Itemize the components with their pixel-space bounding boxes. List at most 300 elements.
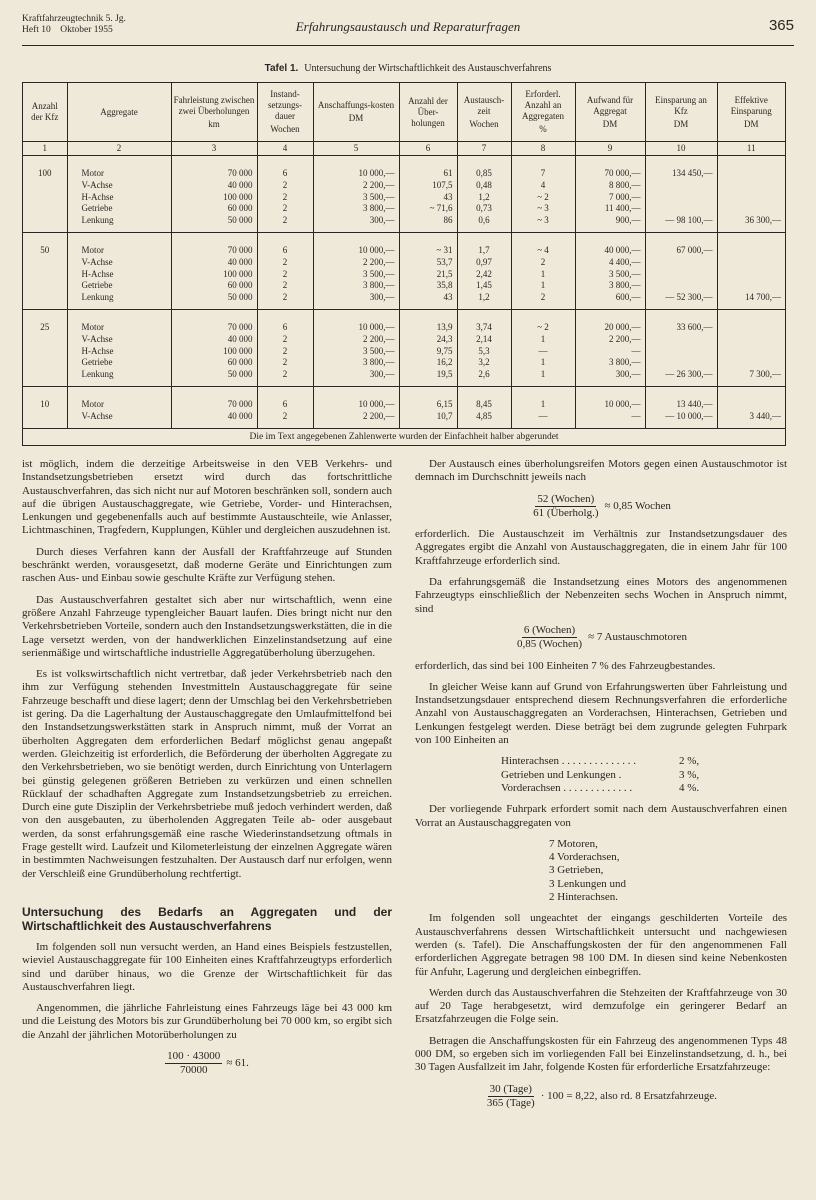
table-row: [23, 232, 785, 256]
paragraph: erforderlich, das sind bei 100 Einheiten 7 % des Fahrzeugbestandes.: [415, 659, 716, 672]
table-row: [23, 269, 785, 281]
column-header-unit: Wochen: [270, 124, 300, 134]
table-cell: 1,2: [457, 292, 511, 309]
table-cell: 10 000,—: [575, 386, 645, 410]
table-cell: 3 500,—: [575, 269, 645, 281]
table-caption: [0, 63, 816, 74]
table-cell: —: [511, 411, 575, 428]
table-cell: 3 500,—: [313, 269, 399, 281]
table-cell: 3 500,—: [313, 346, 399, 358]
table-cell: 3 440,—: [717, 411, 785, 428]
table-cell: 100 000: [171, 269, 257, 281]
paragraph: Im folgenden soll nun versucht werden, an Hand eines Beispiels festzustellen, wieviel Austauschaggregate für 100 Einheiten eines Kraftfahrzeugtyps erforderlich sind und darüber hinaus, wo die Grenze der Wirtschaftlichkeit für das Austauschverfahren liegt.: [22, 940, 392, 993]
kfz-count: [23, 346, 67, 358]
stock-item: 3 Lenkungen und: [549, 877, 626, 890]
right-column: [415, 458, 787, 1118]
table-row: [23, 192, 785, 204]
table-cell: ~ 4: [511, 232, 575, 256]
table-cell: 300,—: [575, 369, 645, 386]
table-cell: ~ 2: [511, 192, 575, 204]
table-row: [23, 257, 785, 269]
table-cell: Motor: [67, 386, 171, 410]
column-header-unit: %: [539, 124, 547, 134]
table-cell: 40 000: [171, 334, 257, 346]
table-row: [23, 369, 785, 386]
formula-replacement-vehicles: [415, 1083, 787, 1111]
paragraph: Da erfahrungsgemäß die Instandsetzung eines Motors des angenommenen Fahrzeugtyps einschließlich der Nebenzeiten sechs Wochen in Anspruch nimmt, sind: [415, 576, 787, 615]
formula-overhauls: [22, 1050, 392, 1078]
stock-list: [415, 838, 787, 904]
table-cell: 70 000: [171, 156, 257, 180]
column-header: [457, 83, 511, 142]
table-cell: 33 600,—: [645, 309, 717, 333]
table-cell: [717, 309, 785, 333]
table-cell: 2,6: [457, 369, 511, 386]
table-cell: Getriebe: [67, 357, 171, 369]
formula-denominator: 61 (Überholg.): [533, 506, 599, 519]
table-cell: [717, 192, 785, 204]
table-footnote-row: [23, 428, 785, 445]
table-cell: 3 800,—: [313, 203, 399, 215]
kfz-count: [23, 215, 67, 232]
column-header-label: Fahrleistung zwischen zwei Überholungen: [173, 94, 255, 116]
column-header-unit: DM: [743, 118, 759, 129]
table-cell: 1: [511, 334, 575, 346]
percentage-item: [415, 769, 787, 782]
table-cell: 6: [257, 232, 313, 256]
stock-item: 7 Motoren,: [549, 837, 598, 850]
table-cell: 50 000: [171, 292, 257, 309]
table-cell: 2 200,—: [313, 257, 399, 269]
data-table: [22, 82, 786, 446]
kfz-count: [23, 269, 67, 281]
column-header: [257, 83, 313, 142]
table-cell: 10 000,—: [313, 386, 399, 410]
column-header-unit: Wochen: [469, 118, 499, 129]
table-row: [23, 386, 785, 410]
table-cell: 2: [257, 369, 313, 386]
table-cell: 2: [257, 269, 313, 281]
table-row: [23, 411, 785, 428]
table-cell: [645, 346, 717, 358]
stock-item: 3 Getrieben,: [549, 864, 604, 877]
kfz-count: [23, 180, 67, 192]
table-cell: 14 700,—: [717, 292, 785, 309]
table-cell: ~ 31: [399, 232, 457, 256]
header-rule: [22, 45, 794, 46]
table-cell: 4 400,—: [575, 257, 645, 269]
table-cell: 1,45: [457, 280, 511, 292]
kfz-count: [23, 334, 67, 346]
column-header: [399, 83, 457, 142]
stock-item: 4 Vorderachsen,: [549, 851, 620, 864]
table-cell: H-Achse: [67, 346, 171, 358]
table-cell: 50 000: [171, 215, 257, 232]
column-number: 3: [171, 142, 257, 156]
table-cell: 3 500,—: [313, 192, 399, 204]
kfz-count: 50: [23, 232, 67, 256]
table-cell: [717, 280, 785, 292]
table-cell: 11 400,—: [575, 203, 645, 215]
table-cell: ~ 3: [511, 203, 575, 215]
kfz-count: [23, 257, 67, 269]
table-cell: [645, 334, 717, 346]
kfz-count: [23, 203, 67, 215]
table-cell: [717, 232, 785, 256]
table-cell: 4,85: [457, 411, 511, 428]
kfz-count: [23, 411, 67, 428]
table-cell: 3,2: [457, 357, 511, 369]
table-cell: 43: [399, 192, 457, 204]
table-cell: 2: [511, 292, 575, 309]
paragraph: In gleicher Weise kann auf Grund von Erfahrungswerten über Fahrleistung und Instandsetzungsdauer entsprechend diesem Rechnungsverfahren die erforderliche Anzahl von Austauschaggregaten an Vorderachsen, Hinterachsen, Getrieben und Lenkungen festgelegt werden. Diese beträgt bei dem zugrunde gelegten Fuhrpark von 100 Einheiten an: [415, 680, 787, 747]
table-cell: [645, 257, 717, 269]
table-cell: ~ 3: [511, 215, 575, 232]
left-column: [22, 458, 392, 1086]
table-cell: 10 000,—: [313, 232, 399, 256]
table-cell: V-Achse: [67, 334, 171, 346]
table-cell: 2: [257, 180, 313, 192]
table-cell: Lenkung: [67, 369, 171, 386]
kfz-count: [23, 192, 67, 204]
table-cell: —: [575, 346, 645, 358]
percentage-item: [415, 755, 787, 768]
table-cell: 9,75: [399, 346, 457, 358]
percentage-value: 4 %.: [679, 781, 700, 794]
table-row: [23, 156, 785, 180]
kfz-count: [23, 357, 67, 369]
percentage-label: Hinterachsen . . . . . . . . . . . . . .: [501, 755, 637, 768]
table-cell: 50 000: [171, 369, 257, 386]
table-row: [23, 292, 785, 309]
column-number: 1: [23, 142, 67, 156]
formula-numerator: 30 (Tage): [488, 1083, 534, 1097]
table-cell: 8,45: [457, 386, 511, 410]
table-cell: 300,—: [313, 215, 399, 232]
column-header-label: Anschaffungs-kosten: [317, 100, 395, 110]
table-row: [23, 334, 785, 346]
paragraph: Durch dieses Verfahren kann der Ausfall der Kraftfahrzeuge auf Stunden beschränkt werden, vorausgesetzt, daß moderne Geräte und Einrichtungen zum raschen Aus- und Einbau sowie geschulte Kräfte zur Verfügung stehen.: [22, 545, 392, 585]
kfz-count: 10: [23, 386, 67, 410]
column-header-unit: DM: [673, 118, 689, 129]
table-cell: 53,7: [399, 257, 457, 269]
table-cell: 6: [257, 156, 313, 180]
table-cell: Getriebe: [67, 280, 171, 292]
table-cell: 10,7: [399, 411, 457, 428]
kfz-count: 100: [23, 156, 67, 180]
table-cell: 900,—: [575, 215, 645, 232]
table-cell: [645, 357, 717, 369]
table-cell: —: [575, 411, 645, 428]
table-cell: [717, 386, 785, 410]
table-cell: 5,3: [457, 346, 511, 358]
table-cell: 300,—: [313, 292, 399, 309]
table-cell: 3,74: [457, 309, 511, 333]
column-header-label: Erforderl. Anzahl an Aggregaten: [522, 89, 564, 121]
table-row: [23, 357, 785, 369]
table-cell: 70 000: [171, 232, 257, 256]
column-header-label: Austausch-zeit: [463, 94, 505, 116]
table-cell: —: [511, 346, 575, 358]
percentage-item: [415, 782, 787, 795]
table-cell: 3 800,—: [575, 280, 645, 292]
table-cell: 0,48: [457, 180, 511, 192]
table-cell: 40 000: [171, 411, 257, 428]
table-cell: 86: [399, 215, 457, 232]
table-cell: V-Achse: [67, 411, 171, 428]
table-cell: 2: [257, 334, 313, 346]
table-cell: H-Achse: [67, 269, 171, 281]
paragraph: ist möglich, indem die derzeitige Arbeitsweise in den VEB Verkehrs- und Instandsetzungsbetrieben ersetzt wird durch das fortschrittliche Austauschverfahren, das sich nicht nur auf Motoren beschränken soll, sondern auch auf die übrigen Austauschaggregate, wie Getriebe, Vorder- und Hinterachsen, Lenkungen und gegebenenfalls auch auf bestimmte Austauschteile, wie Anlasser, Lichtmaschinen, Tragfedern, Kupplungen, Kühler und dergleichen auszudehnen ist.: [22, 458, 392, 537]
column-header: [23, 83, 67, 142]
table-cell: 7 300,—: [717, 369, 785, 386]
column-header-label: Aggregate: [100, 106, 138, 117]
table-cell: ~ 2: [511, 309, 575, 333]
percentage-value: 3 %,: [679, 768, 700, 781]
table-caption-text: Untersuchung der Wirtschaftlichkeit des Austauschverfahrens: [304, 63, 552, 74]
column-header: [313, 83, 399, 142]
formula-denominator: 70000: [179, 1064, 208, 1077]
formula-numerator: 52 (Wochen): [535, 493, 596, 507]
table-cell: 13 440,—: [645, 386, 717, 410]
table-cell: 6: [257, 309, 313, 333]
table-cell: 70 000: [171, 386, 257, 410]
table-cell: 3 800,—: [313, 357, 399, 369]
paragraph: Betragen die Anschaffungskosten für ein Fahrzeug des angenommenen Typs 48 000 DM, so ergeben sich im vorliegenden Fall bei Einzelinstandsetzung, d. h., bei 30 Tagen Ausfallzeit im Jahr, folgende Kosten für erforderliche Ersatzfahrzeuge:: [415, 1034, 787, 1074]
column-header-label: Einsparung an Kfz: [655, 94, 707, 116]
table-cell: 21,5: [399, 269, 457, 281]
formula-denominator: 0,85 (Wochen): [516, 638, 583, 651]
table-cell: 2: [257, 203, 313, 215]
table-cell: H-Achse: [67, 192, 171, 204]
table-cell: ~ 71,6: [399, 203, 457, 215]
table-cell: Motor: [67, 309, 171, 333]
table-cell: [645, 203, 717, 215]
column-header-label: Anzahl der Kfz: [31, 101, 59, 122]
table-cell: 2: [257, 292, 313, 309]
column-header-label: Aufwand für Aggregat: [586, 94, 634, 116]
table-cell: 1,2: [457, 192, 511, 204]
column-number: 11: [717, 142, 785, 156]
table-cell: 6,15: [399, 386, 457, 410]
column-header: [511, 83, 575, 142]
table-cell: 0,6: [457, 215, 511, 232]
table-row: [23, 180, 785, 192]
table-cell: 61: [399, 156, 457, 180]
table-caption-label: Tafel 1.: [264, 63, 299, 74]
column-header: [575, 83, 645, 142]
table-cell: 600,—: [575, 292, 645, 309]
paragraph: erforderlich. Die Austauschzeit im Verhältnis zur Instandsetzungsdauer des Aggregates ergibt die Anzahl von Austauschaggregaten, die in einem Jahr für 100 Kraftfahrzeuge erforderlich sind.: [415, 528, 787, 567]
table-cell: Motor: [67, 232, 171, 256]
table-cell: [645, 269, 717, 281]
table-row: [23, 215, 785, 232]
formula-numerator: 6 (Wochen): [522, 624, 577, 638]
table-cell: 0,73: [457, 203, 511, 215]
paragraph: Angenommen, die jährliche Fahrleistung eines Fahrzeugs läge bei 43 000 km und die Leistung des Motors bis zur Grundüberholung bei 70 000 km, so ergibt sich die Anzahl der jährlichen Motorüberholungen zu: [22, 1002, 392, 1041]
table-header-row: [23, 83, 785, 142]
formula-result: ≈ 0,85 Wochen: [604, 499, 671, 512]
table-cell: [645, 192, 717, 204]
table-cell: [717, 334, 785, 346]
table-cell: 0,85: [457, 156, 511, 180]
table-cell: [645, 180, 717, 192]
paragraph: Im folgenden soll ungeachtet der eingangs geschilderten Vorteile des Austauschverfahrens dessen Wirtschaftlichkeit untersucht und nachgewiesen werden (s. Tafel). Die Anschaffungskosten der für den angenommenen Fall erforderlichen Aggregate betragen 98 100 DM. In diesen sind keine Nebenkosten für Anfuhr, Lagerung und dergleichen einbegriffen.: [415, 912, 787, 978]
paragraph: Der Austausch eines überholungsreifen Motors gegen einen Austauschmotor ist demnach im Durchschnitt jeweils nach: [415, 458, 787, 484]
column-number: 10: [645, 142, 717, 156]
table-cell: 2 200,—: [575, 334, 645, 346]
column-header: [645, 83, 717, 142]
column-header-unit: km: [208, 118, 220, 129]
table-cell: 1: [511, 357, 575, 369]
table-cell: 300,—: [313, 369, 399, 386]
table-cell: [717, 346, 785, 358]
table-cell: 2: [257, 280, 313, 292]
table-cell: [717, 269, 785, 281]
table-cell: 134 450,—: [645, 156, 717, 180]
table-cell: 24,3: [399, 334, 457, 346]
table-row: [23, 346, 785, 358]
table-cell: 2 200,—: [313, 411, 399, 428]
table-cell: 2: [257, 192, 313, 204]
section-heading: Untersuchung des Bedarfs an Aggregaten und der Wirtschaftlichkeit des Austauschverfahrens: [22, 904, 392, 933]
table-cell: 13,9: [399, 309, 457, 333]
kfz-count: [23, 280, 67, 292]
table-cell: 3 800,—: [313, 280, 399, 292]
kfz-count: [23, 369, 67, 386]
table-cell: 10 000,—: [313, 309, 399, 333]
column-number: 2: [67, 142, 171, 156]
paragraph: Werden durch das Austauschverfahren die Stehzeiten der Kraftfahrzeuge von 30 auf 20 Tage herabgesetzt, wird demzufolge ein geringerer Bedarf an Ersatzfahrzeugen die Folge sein.: [415, 986, 787, 1026]
journal-line-2: Heft 10 Oktober 1955: [22, 25, 113, 35]
table-cell: 2: [257, 411, 313, 428]
column-number: 6: [399, 142, 457, 156]
table-cell: 7 000,—: [575, 192, 645, 204]
column-number: 5: [313, 142, 399, 156]
table-cell: [717, 156, 785, 180]
column-header-label: Anzahl der Über-holungen: [408, 95, 448, 128]
formula-exchange-motors: [415, 624, 787, 652]
table-cell: 60 000: [171, 203, 257, 215]
table-cell: Lenkung: [67, 215, 171, 232]
table-cell: 2,42: [457, 269, 511, 281]
kfz-count: 25: [23, 309, 67, 333]
table-cell: 2 200,—: [313, 334, 399, 346]
column-header-unit: DM: [602, 118, 618, 129]
table-cell: 2: [257, 357, 313, 369]
table-cell: 2: [257, 215, 313, 232]
table-cell: 7: [511, 156, 575, 180]
table-cell: 20 000,—: [575, 309, 645, 333]
table-cell: 1: [511, 269, 575, 281]
column-number: 9: [575, 142, 645, 156]
table-cell: [717, 180, 785, 192]
journal-line-1: Kraftfahrzeugtechnik 5. Jg.: [22, 14, 126, 24]
table-cell: [645, 280, 717, 292]
table-cell: — 52 300,—: [645, 292, 717, 309]
paragraph: Der vorliegende Fuhrpark erfordert somit nach dem Austauschverfahren einen Vorrat an Austauschaggregaten von: [415, 803, 787, 829]
table-row: [23, 309, 785, 333]
table-cell: 19,5: [399, 369, 457, 386]
table-cell: 3 800,—: [575, 357, 645, 369]
page-number: 365: [768, 17, 794, 34]
formula-numerator: 100 · 43000: [165, 1050, 222, 1064]
table-cell: Getriebe: [67, 203, 171, 215]
percentage-list: [415, 755, 787, 795]
table-cell: 60 000: [171, 357, 257, 369]
table-cell: Motor: [67, 156, 171, 180]
table-cell: 40 000: [171, 257, 257, 269]
formula-result: ≈ 7 Austauschmotoren: [588, 631, 687, 644]
formula-result: · 100 = 8,22, also rd. 8 Ersatzfahrzeuge.: [540, 1089, 718, 1102]
table-cell: 70 000,—: [575, 156, 645, 180]
table-cell: 2: [511, 257, 575, 269]
table-row: [23, 203, 785, 215]
table-cell: 1,7: [457, 232, 511, 256]
table-cell: 2 200,—: [313, 180, 399, 192]
table-cell: 6: [257, 386, 313, 410]
table-cell: [717, 257, 785, 269]
page-header: [22, 14, 794, 44]
table-cell: 16,2: [399, 357, 457, 369]
column-header: [717, 83, 785, 142]
column-header-unit: DM: [348, 113, 364, 123]
table-cell: 10 000,—: [313, 156, 399, 180]
column-header-label: Instand-setzungs-dauer: [268, 89, 302, 121]
table-cell: 1: [511, 386, 575, 410]
table-cell: [717, 203, 785, 215]
table-footnote: Die im Text angegebenen Zahlenwerte wurden der Einfachheit halber abgerundet: [249, 431, 559, 442]
table-cell: 40 000: [171, 180, 257, 192]
table-cell: 60 000: [171, 280, 257, 292]
table-cell: — 98 100,—: [645, 215, 717, 232]
kfz-count: [23, 292, 67, 309]
column-number: 4: [257, 142, 313, 156]
column-number: 7: [457, 142, 511, 156]
table-cell: — 10 000,—: [645, 411, 717, 428]
table-cell: 100 000: [171, 346, 257, 358]
column-number: 8: [511, 142, 575, 156]
table-cell: Lenkung: [67, 292, 171, 309]
percentage-label: Vorderachsen . . . . . . . . . . . . .: [501, 781, 633, 794]
table-row: [23, 280, 785, 292]
table-cell: 1: [511, 369, 575, 386]
table-cell: 1: [511, 280, 575, 292]
table-cell: 2: [257, 346, 313, 358]
table-cell: V-Achse: [67, 257, 171, 269]
table-cell: 67 000,—: [645, 232, 717, 256]
paragraph: Es ist volkswirtschaftlich nicht vertretbar, daß jeder Verkehrsbetrieb nach den ihm zur Verfügung stehenden Investmitteln Austauschaggregate für seine Fahrzeuge beschafft und diese lagert; denn der Umschlag bei den Verkehrsbetrieben ist gering. Da die Lagerhaltung der Austauschaggregate den Umlaufmittelfond bei den Instandsetzungswerkstätten stark in Anspruch nimmt, muß der Vorrat an überholten Aggregaten dem erforderlichen Bedarf möglichst genau angepaßt werden. Gleichzeitig ist erforderlich, die Beförderung der überholten Aggregate zu den Verkehrsbetrieben, wo sie benötigt werden, durch Einrichtung von Unterlagern bei günstig gelegenen größeren Betrieben zu verkürzen und einen schnellen Rücklauf der schadhaften Aggregate zum Instandsetzungsbetrieb zu erreichen. Durch eine gute Disziplin der Verkehrsbetriebe muß jedoch verhindert werden, daß von den ausgebauten, zu überholenden Aggregaten Teile ab- oder ausgebaut werden, da sonst erfahrungsgemäß eine rasche Wiederinstandsetzung oftmals in Frage gestellt wird. Laufzeit und Kilometerleistung der einzelnen Aggregate wären in bestimmten Nachweisungen festzuhalten. Der Austausch darf nur erfolgen, wenn der Verschleiß eine Grundüberholung rechtfertigt.: [22, 668, 392, 880]
stock-item: 2 Hinterachsen.: [549, 891, 619, 904]
table-cell: 70 000: [171, 309, 257, 333]
table-cell: 4: [511, 180, 575, 192]
percentage-value: 2 %,: [679, 755, 700, 768]
table-cell: [717, 357, 785, 369]
table-cell: 43: [399, 292, 457, 309]
column-header: [67, 83, 171, 142]
formula-result: ≈ 61.: [226, 1057, 249, 1070]
column-header-label: Effektive Einsparung: [730, 94, 772, 116]
table-cell: — 26 300,—: [645, 369, 717, 386]
table-cell: 40 000,—: [575, 232, 645, 256]
table-cell: 8 800,—: [575, 180, 645, 192]
formula-exchange-time: [415, 493, 787, 521]
section-title: Erfahrungsaustausch und Reparaturfragen: [295, 19, 521, 34]
table-cell: 107,5: [399, 180, 457, 192]
paragraph: Das Austauschverfahren gestaltet sich aber nur wirtschaftlich, wenn eine größere Anzahl Fahrzeuge typengleicher Bauart laufen. Dies bringt nicht nur den Verkehrsbetrieben Vorteile, sondern auch den Instandsetzungswerkstätten, die in die Lage versetzt werden, von der handwerklichen Einzelinstandsetzung auf eine serienmäßige und wirtschaftliche industrielle Aggregatüberholung überzugehen.: [22, 593, 392, 659]
column-header: [171, 83, 257, 142]
formula-denominator: 365 (Tage): [486, 1096, 535, 1109]
